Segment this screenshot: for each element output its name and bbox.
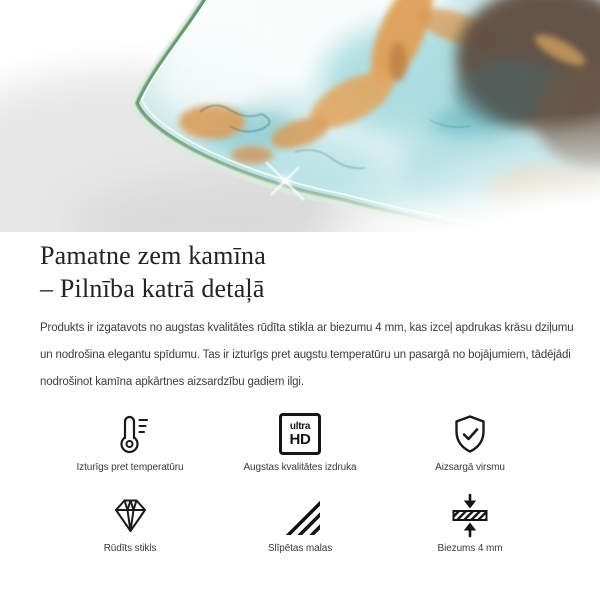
page-title (40, 239, 580, 305)
product-description: Produkts ir izgatavots no augstas kvalitātes rūdīta stikla ar biezumu 4 mm, kas izceļ apdrukas krāsu dziļumu un nodrošina elegantu spīdumu. Tas ir izturīgs pret augstu temperatūru un pasargā no bojājumiem, tādējādi nodrošinot kamīna apkārtnes aizsardzību gadiem ilgi. (40, 322, 574, 388)
feature-label: Izturīgs pret temperatūru (76, 462, 184, 473)
product-photo-canvas (0, 0, 600, 232)
shield-check-icon (448, 410, 492, 458)
beveled-edge-icon (279, 491, 321, 539)
feature-label: Biezums 4 mm (437, 543, 503, 554)
feature-tempered-glass (45, 491, 215, 554)
feature-thickness (385, 491, 555, 554)
diamond-icon (107, 491, 153, 539)
feature-protects-surface (385, 410, 555, 473)
feature-temperature-resistant (45, 410, 215, 473)
page-title-line1: Pamatne zem kamīna (40, 241, 266, 270)
ultra-hd-icon (279, 410, 321, 458)
feature-polished-edges (215, 491, 385, 554)
feature-label: Aizsargā virsmu (435, 462, 505, 473)
product-info-section (0, 239, 600, 554)
features-grid (45, 410, 555, 554)
product-image (0, 0, 600, 232)
feature-label: Slīpētas malas (267, 543, 333, 554)
feature-label: Rūdīts stikls (103, 543, 157, 554)
ultra-hd-badge-bottom: HD (289, 430, 311, 448)
thickness-icon (448, 491, 492, 539)
ultra-hd-badge-top: ultra (289, 420, 311, 432)
feature-ultra-hd-print (215, 410, 385, 473)
page-title-line2: – Pilnība katrā detaļā (40, 274, 265, 303)
feature-label: Augstas kvalitātes izdruka (243, 462, 357, 473)
thermometer-icon (108, 410, 152, 458)
